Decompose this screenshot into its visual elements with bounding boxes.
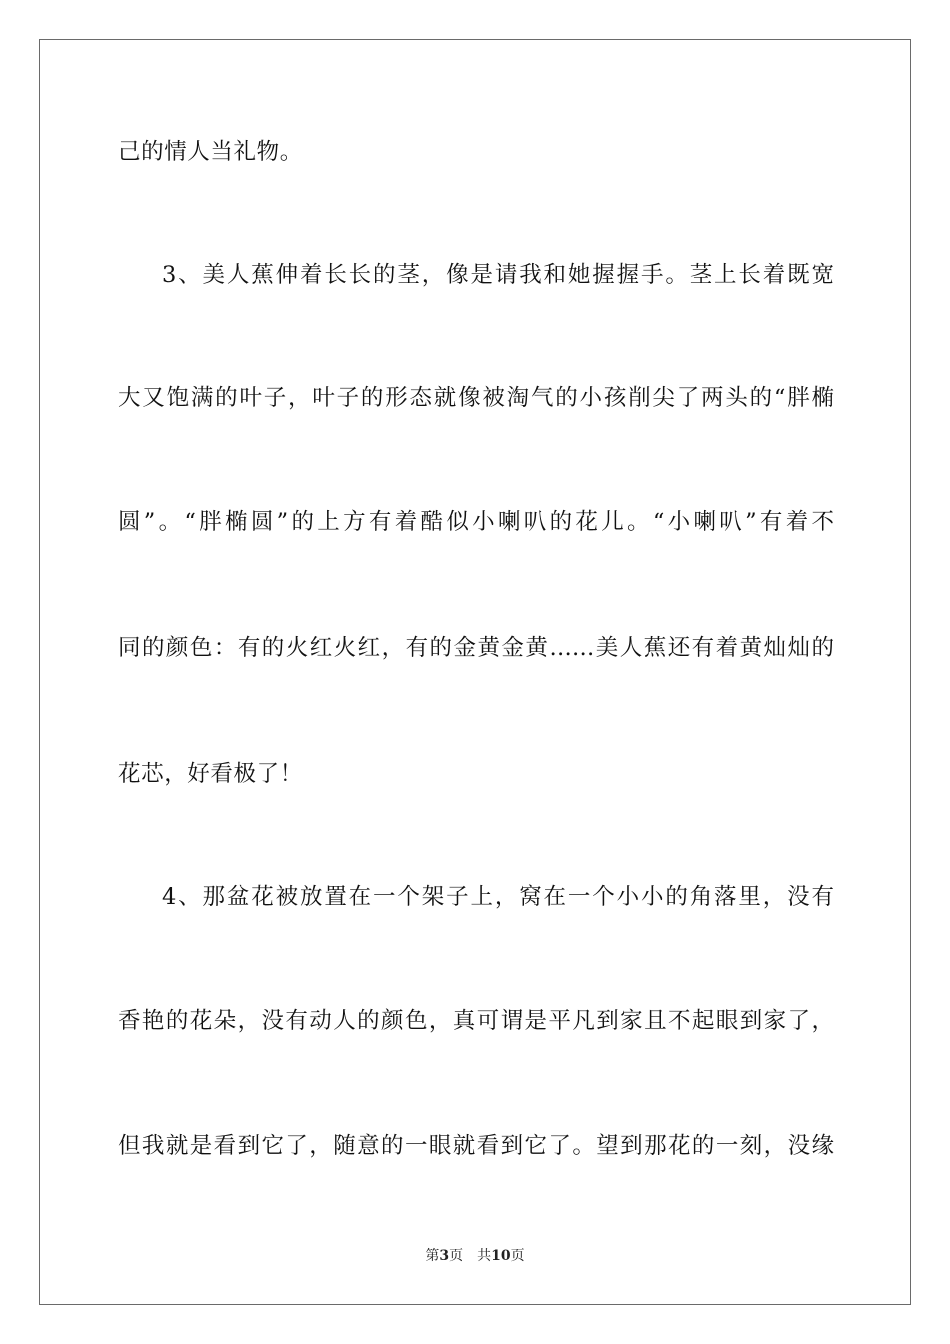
text-line: 大又饱满的叶子，叶子的形态就像被淘气的小孩削尖了两头的“胖椭	[118, 385, 834, 411]
text-line: 花芯，好看极了！	[118, 761, 303, 787]
text-line: 己的情人当礼物。	[118, 139, 303, 165]
text-line: 圆”。“胖椭圆”的上方有着酷似小喇叭的花儿。“小喇叭”有着不	[118, 509, 834, 535]
paragraph-start-line: 3、美人蕉伸着长长的茎，像是请我和她握握手。茎上长着既宽	[162, 262, 834, 288]
total-suffix: 页	[510, 1248, 525, 1264]
page-prefix: 第	[425, 1248, 440, 1264]
total-prefix: 共	[477, 1248, 492, 1264]
page-border	[39, 39, 911, 1305]
page-number: 3	[439, 1248, 450, 1264]
text-line: 香艳的花朵，没有动人的颜色，真可谓是平凡到家且不起眼到家了，	[118, 1008, 834, 1034]
text-line: 同的颜色：有的火红火红，有的金黄金黄……美人蕉还有着黄灿灿的	[118, 635, 834, 661]
total-pages: 10	[491, 1248, 511, 1264]
text-line: 但我就是看到它了，随意的一眼就看到它了。望到那花的一刻，没缘	[118, 1133, 834, 1159]
paragraph-start-line: 4、那盆花被放置在一个架子上，窝在一个小小的角落里，没有	[162, 884, 834, 910]
page-suffix: 页	[449, 1248, 464, 1264]
page-footer	[0, 1246, 950, 1266]
